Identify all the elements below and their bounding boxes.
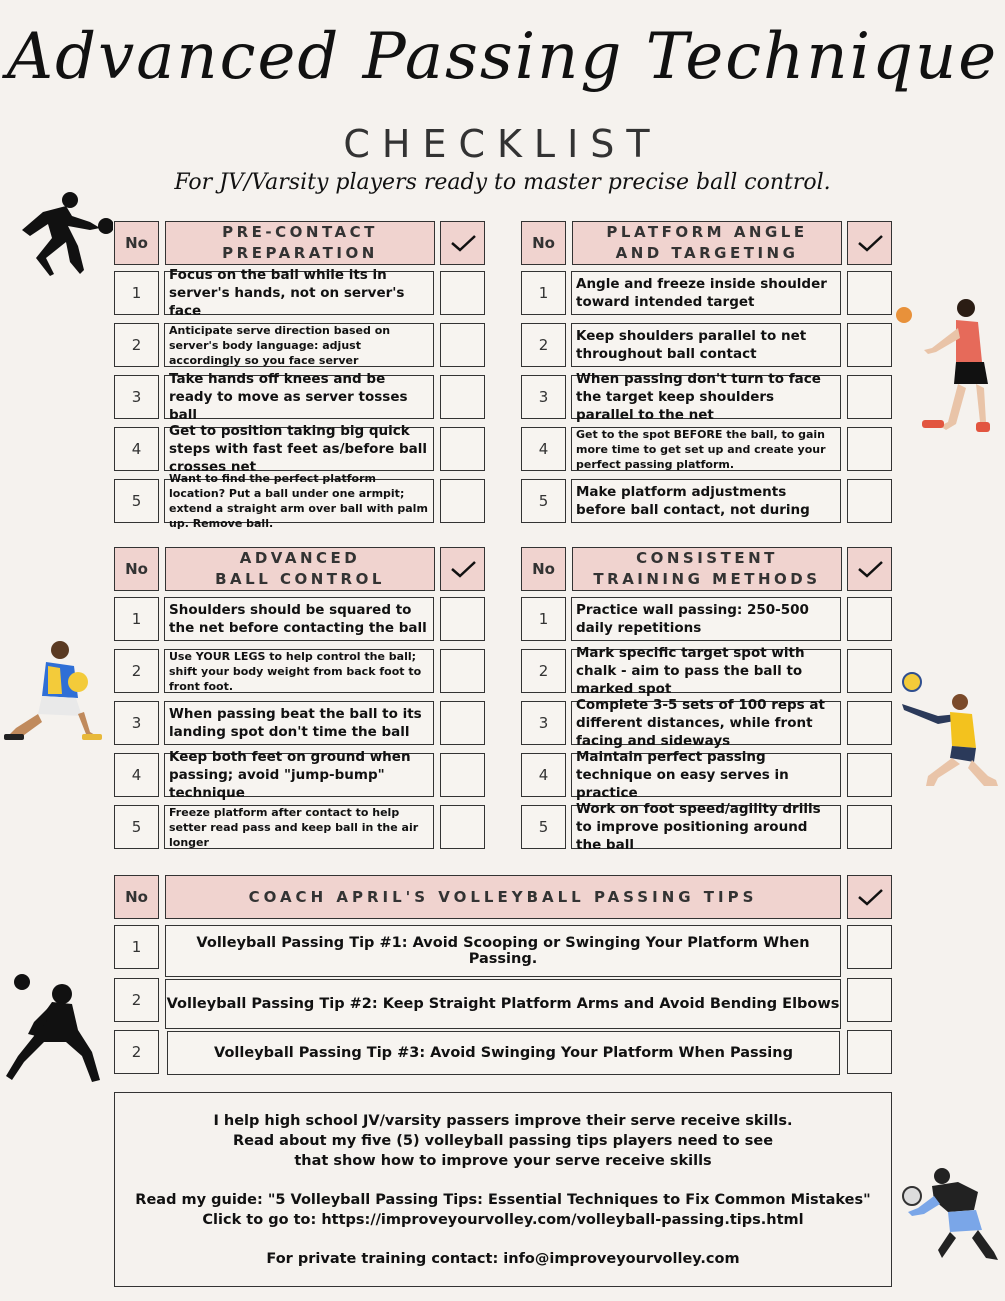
section-4-item-5-text: Work on foot speed/agility drills to improve positioning around the ball (571, 805, 841, 849)
section-4-item-1-checkbox[interactable] (847, 597, 892, 641)
section-1-item-4-checkbox[interactable] (440, 427, 485, 471)
section-1-header-check (440, 221, 485, 265)
checkmark-icon (449, 233, 477, 253)
section-3-item-2-number: 2 (114, 649, 159, 693)
section-2-item-4-number: 4 (521, 427, 566, 471)
section-4-item-3-text: Complete 3-5 sets of 100 reps at different distances, while front facing and sideways (571, 701, 841, 745)
footer-link[interactable]: Click to go to: https://improveyourvolley.com/volleyball-passing.tips.html (202, 1212, 804, 1228)
tip-3-text: Volleyball Passing Tip #3: Avoid Swinging Your Platform When Passing (167, 1031, 840, 1075)
section-3-item-1-checkbox[interactable] (440, 597, 485, 641)
footer-line-2: Read about my five (5) volleyball passing tips players need to see (232, 1133, 774, 1149)
volleyball-player-illustration-4 (898, 1166, 1002, 1262)
section-4-no-header: No (521, 547, 566, 591)
volleyball-player-silhouette-2 (4, 972, 106, 1084)
section-2-no-header: No (521, 221, 566, 265)
section-4-item-4-number: 4 (521, 753, 566, 797)
section-2-item-1-text: Angle and freeze inside shoulder toward intended target (571, 271, 841, 315)
section-3-item-1-text: Shoulders should be squared to the net before contacting the ball (164, 597, 434, 641)
section-3-item-4-number: 4 (114, 753, 159, 797)
section-2-item-3-text: When passing don't turn to face the target keep shoulders parallel to the net (571, 375, 841, 419)
tips-header-check (847, 875, 892, 919)
section-2-item-4-checkbox[interactable] (847, 427, 892, 471)
section-1-item-5-number: 5 (114, 479, 159, 523)
section-3-item-5-number: 5 (114, 805, 159, 849)
section-3-item-4-checkbox[interactable] (440, 753, 485, 797)
section-1-item-2-checkbox[interactable] (440, 323, 485, 367)
footer-line-1: I help high school JV/varsity passers improve their serve receive skills. (213, 1113, 793, 1129)
section-2-item-5-checkbox[interactable] (847, 479, 892, 523)
section-1-item-3-number: 3 (114, 375, 159, 419)
section-3-item-3-number: 3 (114, 701, 159, 745)
section-1-no-header: No (114, 221, 159, 265)
section-1-item-5-text: Want to find the perfect platform location? Put a ball under one armpit; extend a straight arm over ball with palm up. Remove ball. (164, 479, 434, 523)
volleyball-player-illustration-2 (2, 638, 106, 742)
section-4-item-4-checkbox[interactable] (847, 753, 892, 797)
checkmark-icon (856, 233, 884, 253)
section-1-item-3-text: Take hands off knees and be ready to move as server tosses ball (164, 375, 434, 419)
tip-1-number: 1 (114, 925, 159, 969)
section-2-header-check (847, 221, 892, 265)
section-2-item-1-checkbox[interactable] (847, 271, 892, 315)
tip-2-number: 2 (114, 978, 159, 1022)
section-3-heading: ADVANCED BALL CONTROL (165, 547, 435, 591)
checkmark-icon (449, 559, 477, 579)
footer-contact[interactable]: For private training contact: info@improveyourvolley.com (266, 1251, 740, 1267)
tips-heading: COACH APRIL'S VOLLEYBALL PASSING TIPS (165, 875, 841, 919)
volleyball-player-illustration-3 (898, 670, 1000, 794)
section-3-item-3-checkbox[interactable] (440, 701, 485, 745)
tips-no-header: No (114, 875, 159, 919)
section-4-item-3-checkbox[interactable] (847, 701, 892, 745)
section-3-header-check (440, 547, 485, 591)
section-4-item-2-checkbox[interactable] (847, 649, 892, 693)
section-3-item-1-number: 1 (114, 597, 159, 641)
section-4-item-5-number: 5 (521, 805, 566, 849)
section-2-item-3-checkbox[interactable] (847, 375, 892, 419)
checkmark-icon (856, 559, 884, 579)
section-4-item-1-text: Practice wall passing: 250-500 daily repetitions (571, 597, 841, 641)
section-2-item-2-checkbox[interactable] (847, 323, 892, 367)
section-4-item-3-number: 3 (521, 701, 566, 745)
section-2-item-2-text: Keep shoulders parallel to net throughout ball contact (571, 323, 841, 367)
section-4-header-check (847, 547, 892, 591)
section-3-no-header: No (114, 547, 159, 591)
section-1-item-5-checkbox[interactable] (440, 479, 485, 523)
section-3-item-2-checkbox[interactable] (440, 649, 485, 693)
volleyball-icon-orange (895, 306, 913, 324)
page-subtitle: For JV/Varsity players ready to master precise ball control. (174, 170, 831, 195)
footer-info-box (114, 1092, 892, 1287)
section-1-item-1-number: 1 (114, 271, 159, 315)
section-2-heading: PLATFORM ANGLE AND TARGETING (572, 221, 842, 265)
section-1-item-4-text: Get to position taking big quick steps with fast feet as/before ball crosses net (164, 427, 434, 471)
checklist-label: CHECKLIST (343, 122, 662, 166)
tip-3-number: 2 (114, 1030, 159, 1074)
section-3-item-5-text: Freeze platform after contact to help setter read pass and keep ball in the air longer (164, 805, 434, 849)
section-1-item-1-text: Focus on the ball while its in server's hands, not on server's face (164, 271, 434, 315)
section-2-item-2-number: 2 (521, 323, 566, 367)
section-2-item-5-number: 5 (521, 479, 566, 523)
section-4-item-2-number: 2 (521, 649, 566, 693)
section-4-item-2-text: Mark specific target spot with chalk - aim to pass the ball to marked spot (571, 649, 841, 693)
section-1-item-2-number: 2 (114, 323, 159, 367)
section-3-item-5-checkbox[interactable] (440, 805, 485, 849)
section-1-item-1-checkbox[interactable] (440, 271, 485, 315)
tip-1-text: Volleyball Passing Tip #1: Avoid Scooping or Swinging Your Platform When Passing. (165, 925, 841, 977)
section-1-item-3-checkbox[interactable] (440, 375, 485, 419)
section-4-item-4-text: Maintain perfect passing technique on easy serves in practice (571, 753, 841, 797)
section-3-item-3-text: When passing beat the ball to its landing spot don't time the ball (164, 701, 434, 745)
volleyball-player-silhouette-1 (8, 186, 113, 281)
section-1-heading: PRE-CONTACT PREPARATION (165, 221, 435, 265)
section-1-item-4-number: 4 (114, 427, 159, 471)
tip-1-checkbox[interactable] (847, 925, 892, 969)
footer-guide-line: Read my guide: "5 Volleyball Passing Tips: Essential Techniques to Fix Common Mistakes" (135, 1192, 871, 1208)
section-1-item-2-text: Anticipate serve direction based on server's body language: adjust accordingly so you face server (164, 323, 434, 367)
section-4-heading: CONSISTENT TRAINING METHODS (572, 547, 842, 591)
tip-3-checkbox[interactable] (847, 1030, 892, 1074)
section-2-item-3-number: 3 (521, 375, 566, 419)
section-3-item-4-text: Keep both feet on ground when passing; avoid "jump-bump" technique (164, 753, 434, 797)
tip-2-text: Volleyball Passing Tip #2: Keep Straight Platform Arms and Avoid Bending Elbows (165, 979, 841, 1029)
volleyball-player-illustration-1 (918, 298, 1000, 438)
section-2-item-1-number: 1 (521, 271, 566, 315)
section-4-item-5-checkbox[interactable] (847, 805, 892, 849)
section-2-item-5-text: Make platform adjustments before ball contact, not during (571, 479, 841, 523)
checkmark-icon (856, 887, 884, 907)
section-3-item-2-text: Use YOUR LEGS to help control the ball; shift your body weight from back foot to front foot. (164, 649, 434, 693)
footer-line-3: that show how to improve your serve receive skills (294, 1153, 712, 1169)
page-title: Advanced Passing Technique (6, 20, 999, 94)
section-4-item-1-number: 1 (521, 597, 566, 641)
tip-2-checkbox[interactable] (847, 978, 892, 1022)
section-2-item-4-text: Get to the spot BEFORE the ball, to gain more time to get set up and create your perfect passing platform. (571, 427, 841, 471)
